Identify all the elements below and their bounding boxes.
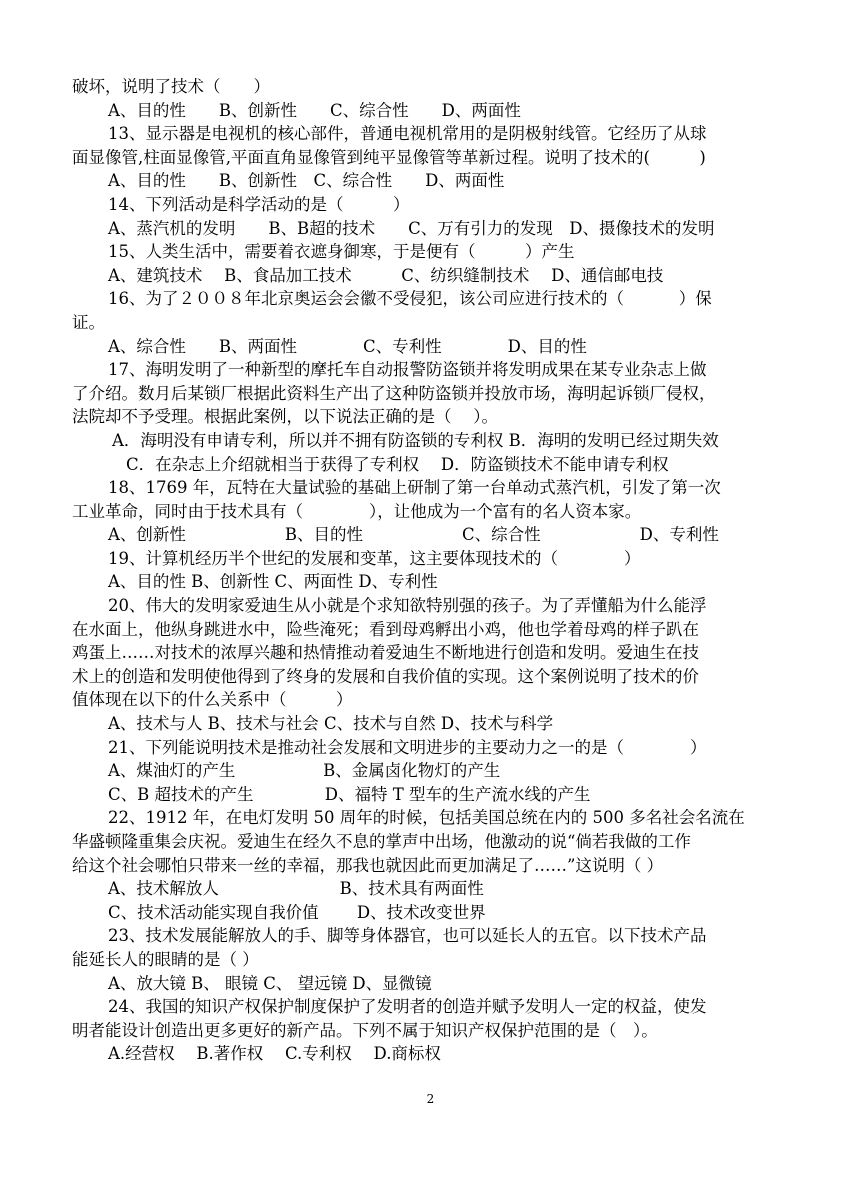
text-line: 工业革命，同时由于技术具有（ ），让他成为一个富有的名人资本家。 [72,501,642,521]
text-line: 20、伟大的发明家爱迪生从小就是个求知欲特别强的孩子。为了弄懂船为什么能浮 [108,596,707,616]
text-line: 破坏，说明了技术（ ） [72,77,270,96]
text-line: A、目的性 B、创新性 C、两面性 D、专利性 [108,572,438,592]
text-line: 22、1912 年，在电灯发明 50 周年的时候，包括美国总统在内的 500 多名社会名流在 [108,808,745,828]
text-line: A、目的性 B、创新性 C、综合性 D、两面性 [108,171,505,191]
text-line: 21、下列能说明技术是推动社会发展和文明进步的主要动力之一的是（ ） [108,737,707,757]
text-line: 在水面上，他纵身跳进水中，险些淹死；看到母鸡孵出小鸡，他也学着母鸡的样子趴在 [72,619,699,639]
text-line: 明者能设计创造出更多更好的新产品。下列不属于知识产权保护范围的是（ ）。 [72,1020,658,1040]
text-line: A、技术与人 B、技术与社会 C、技术与自然 D、技术与科学 [108,714,554,734]
text-line: 能延长人的眼睛的是（ ） [72,949,259,969]
text-line: 面显像管,柱面显像管,平面直角显像管到纯平显像管等革新过程。说明了技术的( ) [72,147,706,167]
document-body [72,75,792,1066]
text-line: A、创新性 B、目的性 C、综合性 D、专利性 [108,525,719,545]
text-line: 15、人类生活中，需要着衣遮身御寒，于是便有（ ）产生 [108,242,575,262]
text-line: A．海明没有申请专利，所以并不拥有防盗锁的专利权 B．海明的发明已经过期失效 [112,430,719,450]
text-line: 鸡蛋上……对技术的浓厚兴趣和热情推动着爱迪生不断地进行创造和发明。爱迪生在技 [72,643,699,663]
text-line: C、技术活动能实现自我价值 D、技术改变世界 [108,902,486,922]
text-line: 值体现在以下的什么关系中（ ） [72,690,353,710]
text-line: A、技术解放人 B、技术具有两面性 [108,879,484,899]
text-line: C．在杂志上介绍就相当于获得了专利权 D．防盗锁技术不能申请专利权 [126,454,669,474]
text-line: 了介绍。数月后某锁厂根据此资料生产出了这种防盗锁并投放市场，海明起诉锁厂侵权， [72,383,716,403]
text-line: A、煤油灯的产生 B、金属卤化物灯的产生 [108,761,501,781]
text-line: 18、1769 年，瓦特在大量试验的基础上研制了第一台单动式蒸汽机，引发了第一次 [108,478,721,498]
text-line: A.经营权 B.著作权 C.专利权 D.商标权 [108,1044,441,1064]
page-number: 2 [426,1092,435,1106]
text-line: A、建筑技术 B、食品加工技术 C、纺织缝制技术 D、通信邮电技 [108,265,664,285]
text-line: 术上的创造和发明使他得到了终身的发展和自我价值的实现。这个案例说明了技术的价 [72,666,699,686]
text-line: 17、海明发明了一种新型的摩托车自动报警防盗锁并将发明成果在某专业杂志上做 [108,360,707,380]
text-line: A、综合性 B、两面性 C、专利性 D、目的性 [108,336,587,356]
text-line: A、蒸汽机的发明 B、B超的技术 C、万有引力的发现 D、摄像技术的发明 [108,218,715,238]
text-line: A、放大镜 B、 眼镜 C、 望远镜 D、显微镜 [108,973,432,993]
text-line: 24、我国的知识产权保护制度保护了发明者的创造并赋予发明人一定的权益，使发 [108,997,707,1017]
text-line: 华盛顿隆重集会庆祝。爱迪生在经久不息的掌声中出场，他激动的说“倘若我做的工作 [72,832,691,851]
text-line: 19、计算机经历半个世纪的发展和变革，这主要体现技术的（ ） [108,548,641,568]
text-line: A、目的性 B、创新性 C、综合性 D、两面性 [108,100,521,120]
text-line: 法院却不予受理。根据此案例，以下说法正确的是（ ）。 [72,407,498,427]
text-line: 证。 [72,312,105,332]
text-line: 14、下列活动是科学活动的是（ ） [108,194,410,214]
text-line: 23、技术发展能解放人的手、脚等身体器官，也可以延长人的五官。以下技术产品 [108,926,707,946]
text-line: 13、显示器是电视机的核心部件，普通电视机常用的是阴极射线管。它经历了从球 [108,124,707,144]
text-line: 给这个社会哪怕只带来一丝的幸福，那我也就因此而更加满足了……”这说明（ ） [72,855,664,875]
text-line: C、B 超技术的产生 D、福特 T 型车的生产流水线的产生 [108,784,591,804]
text-line: 16、为了２００８年北京奥运会会徽不受侵犯，该公司应进行技术的（ ）保 [108,289,712,309]
